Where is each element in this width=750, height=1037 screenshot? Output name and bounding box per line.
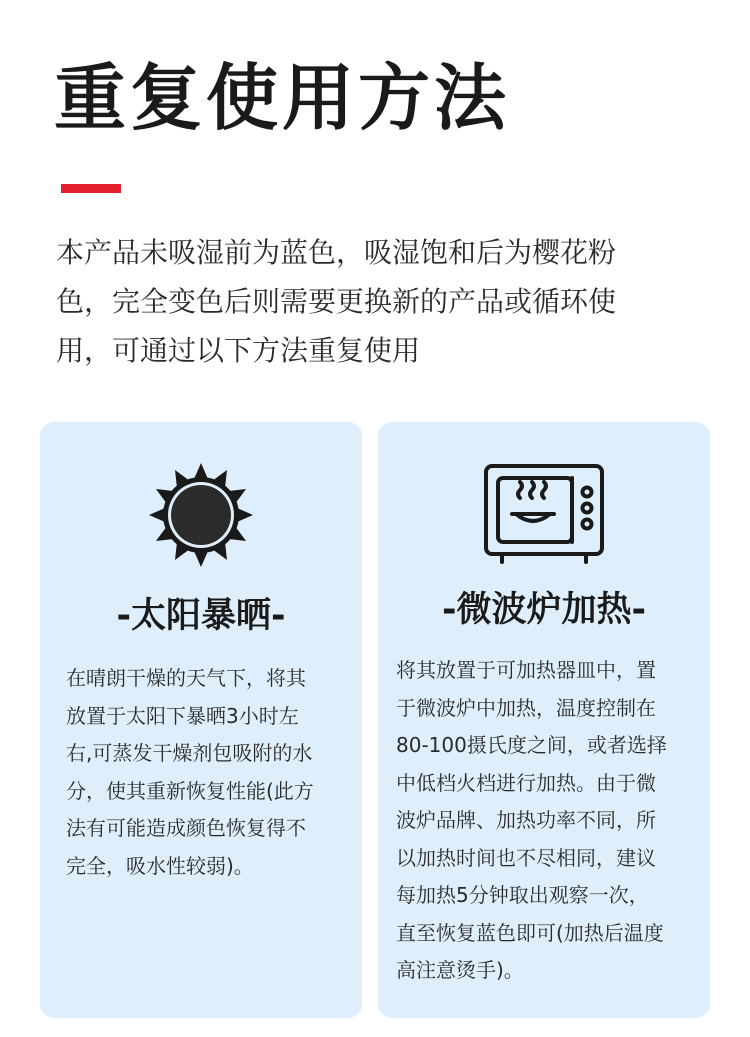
description-line: 直至恢复蓝色即可(加热后温度 [396,920,664,945]
description-line: 将其放置于可加热器皿中，置 [396,658,656,682]
method-description [396,652,696,990]
description-line: 波炉品牌、加热功率不同，所 [396,808,656,832]
description-line: 分，使其重新恢复性能(此方 [66,778,314,803]
description-line: 在晴朗干燥的天气下，将其 [66,666,306,690]
method-description [66,660,348,885]
method-card-sun [40,422,362,1018]
intro-line: 用，可通过以下方法重复使用 [56,334,421,367]
description-line: 每加热5分钟取出观察一次， [396,883,649,907]
description-line: 右,可蒸发干燥剂包吸附的水 [66,741,313,765]
title-accent-bar [61,184,121,193]
description-line: 以加热时间也不尽相同，建议 [396,845,656,870]
method-card-microwave [378,422,710,1018]
description-line: 中低档火档进行加热。由于微 [396,770,656,795]
method-title: -太阳暴晒- [116,596,286,636]
description-line: 高注意烫手)。 [396,958,524,982]
method-title: -微波炉加热- [441,590,647,630]
intro-paragraph [56,228,696,375]
page-title: 重复使用方法 [54,56,511,140]
microwave-icon [482,462,606,566]
sun-icon [146,460,256,570]
intro-line: 本产品未吸湿前为蓝色，吸湿饱和后为樱花粉 [56,236,617,269]
description-line: 完全，吸水性较弱)。 [66,853,254,878]
description-line: 法有可能造成颜色恢复得不 [66,816,306,840]
intro-line: 色，完全变色后则需要更换新的产品或循环使 [56,285,617,318]
description-line: 80-100摄氏度之间，或者选择 [396,733,667,757]
description-line: 于微波炉中加热，温度控制在 [396,695,656,720]
description-line: 放置于太阳下暴晒3小时左 [66,703,299,728]
